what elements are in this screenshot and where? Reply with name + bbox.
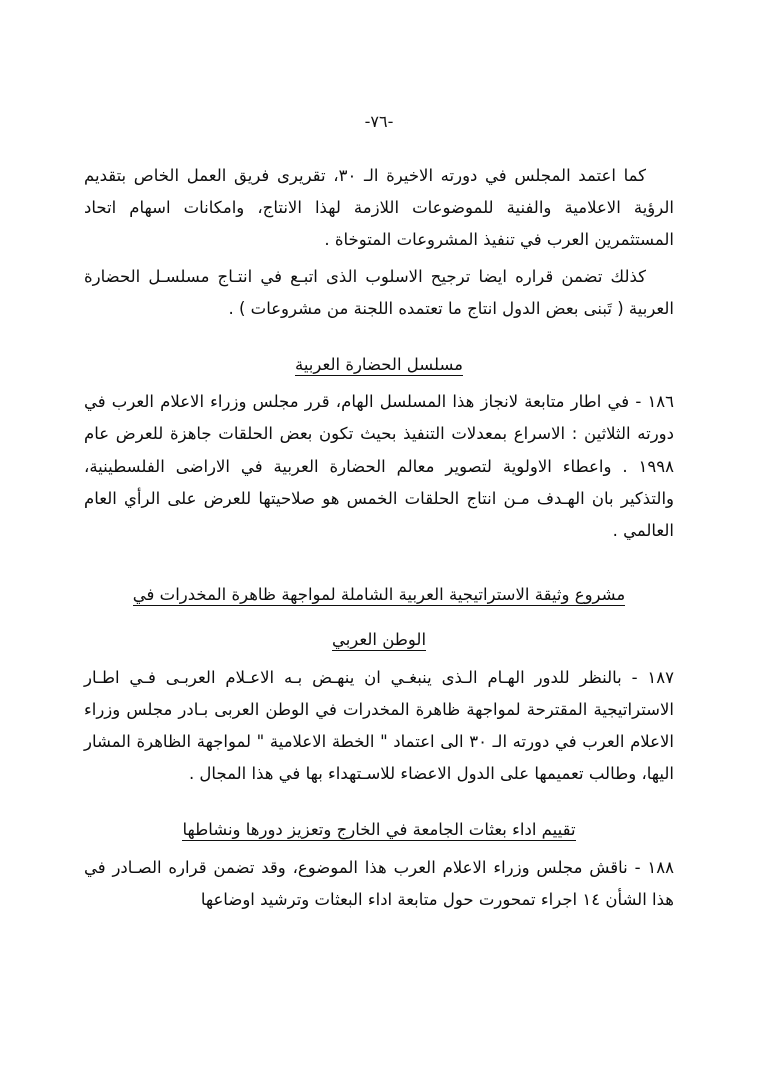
- section-heading-drugs-strategy-line2: [84, 624, 674, 655]
- numbered-item-188: [84, 852, 674, 916]
- numbered-item-187: [84, 662, 674, 791]
- section-heading-text-missions: تقييم اداء بعثات الجامعة في الخارج وتعزيز دورها ونشاطها: [182, 820, 576, 840]
- item-text-188: ناقش مجلس وزراء الاعلام العرب هذا الموضوع، وقد تضمن قراره الصـادر في هذا الشأن ١٤ اجراء تمحورت حول متابعة اداء البعثات وترشيد اوضاعها: [84, 857, 674, 909]
- item-text-186: في اطار متابعة لانجاز هذا المسلسل الهام، قرر مجلس وزراء الاعلام العرب في دورته الثلاثين : الاسراع بمعدلات التنفيذ بحيث تكون بعض الحلقات جاهزة للعرض عام ١٩٩٨ . واعطاء الاولوية لتصوير معالم الحضارة العربية في الاراضى الفلسطينية، والتذكير بان الهـدف مـن انتاج الحلقات الخمس هو صلاحيتها للعرض على الرأي العام العالمي .: [84, 392, 674, 540]
- numbered-item-186: [84, 386, 674, 547]
- section-heading-arab-civilization-series: [84, 349, 674, 380]
- item-number-187: ١٨٧ -: [631, 667, 675, 687]
- item-number-186: ١٨٦ -: [635, 392, 675, 412]
- item-number-188: ١٨٨ -: [634, 857, 675, 877]
- page-number: -٧٦-: [364, 112, 394, 131]
- page-content: [84, 160, 674, 920]
- section-heading-drugs-strategy-line1: [84, 579, 674, 610]
- paragraph-2: كذلك تضمن قراره ايضا ترجيح الاسلوب الذى اتبـع في انتـاج مسلسـل الحضارة العربية ( تَبنى بعض الدول انتاج ما تعتمده اللجنة من مشروعات ) .: [84, 266, 674, 318]
- section-heading-text-line1: مشروع وثيقة الاستراتيجية العربية الشاملة لمواجهة ظاهرة المخدرات في: [132, 585, 626, 605]
- section-heading-text: مسلسل الحضارة العربية: [294, 354, 464, 374]
- section-heading-text-line2: الوطن العربي: [331, 630, 427, 650]
- paragraph-1: كما اعتمد المجلس في دورته الاخيرة الـ ٣٠، تقريرى فريق العمل الخاص بتقديم الرؤية الاعلامية والفنية للموضوعات اللازمة لهذا الانتاج، وامكانات اسهام اتحاد المستثمرين العرب في تنفيذ المشروعات المتوخاة .: [84, 166, 674, 250]
- item-text-187: بالنظر للدور الهـام الـذى ينبغـي ان ينهـض بـه الاعـلام العربـى فـي اطـار الاستراتيجية المقترحة لمواجهة ظاهرة المخدرات في الوطن العربى بـادر مجلس وزراء الاعلام العرب في دورته الـ ٣٠ الى اعتماد " الخطة الاعلامية " لمواجهة الظاهرة المشار اليها، وطالب تعميمها على الدول الاعضاء للاسـتهداء بها في هذا المجال .: [84, 667, 674, 784]
- section-heading-missions-evaluation: [84, 814, 674, 845]
